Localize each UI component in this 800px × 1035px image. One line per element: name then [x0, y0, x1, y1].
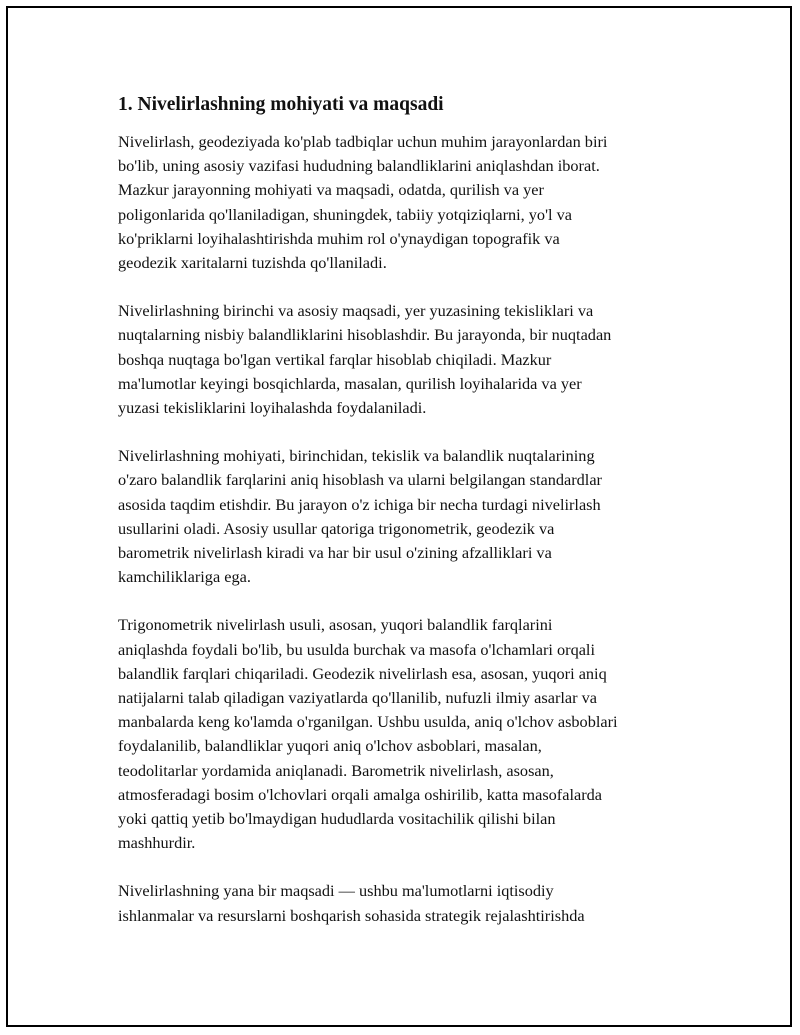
- paragraph-line: ko'priklarni loyihalashtirishda muhim rol o'ynaydigan topografik va: [118, 228, 560, 248]
- paragraph-3: [118, 444, 693, 589]
- paragraph-line: Nivelirlashning birinchi va asosiy maqsadi, yer yuzasining tekisliklari va: [118, 301, 594, 321]
- paragraph-line: foydalanilib, balandliklar yuqori aniq o'lchov asboblari, masalan,: [118, 736, 542, 756]
- paragraph-2: [118, 299, 693, 420]
- document-body: [118, 92, 693, 952]
- paragraph-line: kamchiliklariga ega.: [118, 567, 251, 587]
- paragraph-line: atmosferadagi bosim o'lchovlari orqali amalga oshirilib, katta masofalarda: [118, 784, 602, 804]
- paragraph-line: ishlanmalar va resurslarni boshqarish sohasida strategik rejalashtirishda: [118, 905, 585, 925]
- paragraph-line: yoki qattiq yetib bo'lmaydigan hududlarda vositachilik qilishi bilan: [118, 809, 556, 829]
- paragraph-line: Nivelirlashning mohiyati, birinchidan, tekislik va balandlik nuqtalarining: [118, 446, 595, 466]
- paragraph-5: [118, 879, 693, 927]
- paragraph-line: aniqlashda foydali bo'lib, bu usulda burchak va masofa o'lchamlari orqali: [118, 639, 595, 659]
- paragraph-line: mashhurdir.: [118, 833, 196, 853]
- paragraph-line: usullarini oladi. Asosiy usullar qatoriga trigonometrik, geodezik va: [118, 518, 555, 538]
- paragraph-line: Mazkur jarayonning mohiyati va maqsadi, odatda, qurilish va yer: [118, 180, 544, 200]
- paragraph-line: geodezik xaritalarni tuzishda qo'llaniladi.: [118, 253, 387, 273]
- paragraph-line: ma'lumotlar keyingi bosqichlarda, masalan, qurilish loyihalarida va yer: [118, 373, 582, 393]
- paragraph-line: barometrik nivelirlash kiradi va har bir usul o'zining afzalliklari va: [118, 543, 552, 563]
- paragraph-line: boshqa nuqtaga bo'lgan vertikal farqlar hisoblab chiqiladi. Mazkur: [118, 349, 552, 369]
- section-title: 1. Nivelirlashning mohiyati va maqsadi: [118, 94, 444, 115]
- paragraph-line: natijalarni talab qiladigan vaziyatlarda qo'llanilib, nufuzli ilmiy asarlar va: [118, 688, 597, 708]
- paragraph-1: [118, 130, 693, 275]
- paragraph-line: bo'lib, uning asosiy vazifasi hududning balandliklarini aniqlashdan iborat.: [118, 156, 600, 176]
- paragraph-4: [118, 613, 693, 855]
- paragraph-line: Nivelirlashning yana bir maqsadi — ushbu ma'lumotlarni iqtisodiy: [118, 881, 554, 901]
- paragraph-line: o'zaro balandlik farqlarini aniq hisoblash va ularni belgilangan standardlar: [118, 470, 602, 490]
- paragraph-line: teodolitarlar yordamida aniqlanadi. Barometrik nivelirlash, asosan,: [118, 760, 554, 780]
- paragraph-line: Trigonometrik nivelirlash usuli, asosan, yuqori balandlik farqlarini: [118, 615, 553, 635]
- paragraph-line: poligonlarida qo'llaniladigan, shuningdek, tabiiy yotqiziqlarni, yo'l va: [118, 204, 572, 224]
- paragraph-line: yuzasi tekisliklarini loyihalashda foydalaniladi.: [118, 398, 427, 418]
- paragraph-line: Nivelirlash, geodeziyada ko'plab tadbiqlar uchun muhim jarayonlardan biri: [118, 132, 608, 151]
- paragraph-line: nuqtalarning nisbiy balandliklarini hisoblashdir. Bu jarayonda, bir nuqtadan: [118, 325, 612, 345]
- paragraph-line: balandlik farqlari chiqariladi. Geodezik nivelirlash esa, asosan, yuqori aniq: [118, 663, 607, 683]
- paragraph-line: manbalarda keng ko'lamda o'rganilgan. Ushbu usulda, aniq o'lchov asboblari: [118, 712, 618, 732]
- paragraph-line: asosida taqdim etishdir. Bu jarayon o'z ichiga bir necha turdagi nivelirlash: [118, 494, 601, 514]
